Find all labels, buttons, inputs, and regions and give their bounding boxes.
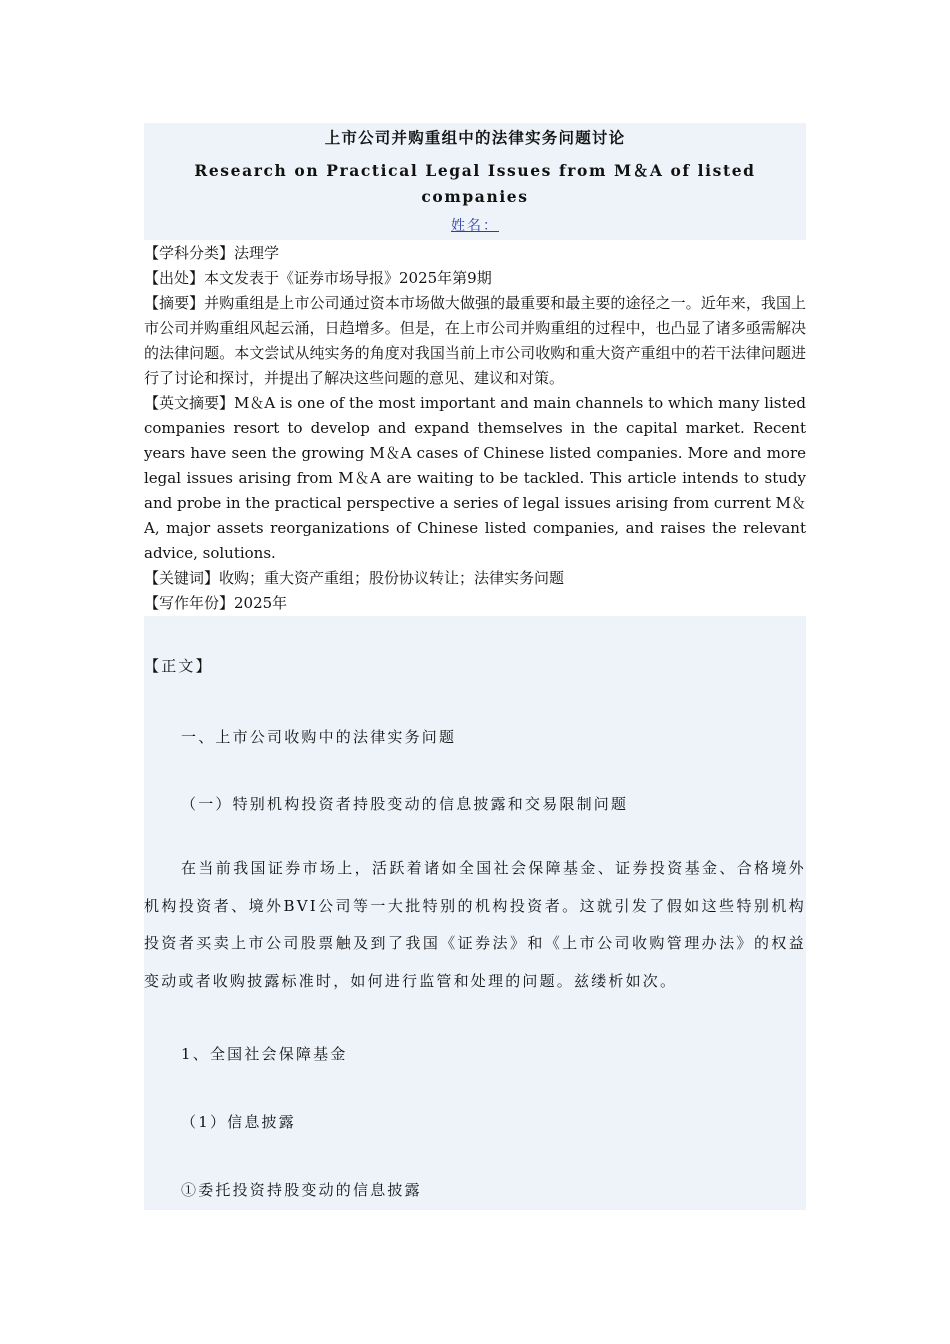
metadata-section [144,241,806,616]
document-page [144,123,806,1210]
discipline-line: 【学科分类】法理学 [144,244,280,262]
author-link[interactable]: 姓名： [451,218,499,234]
year-line: 【写作年份】2025年 [144,594,288,612]
body-section [144,616,806,1210]
section-heading-1: 一、上市公司收购中的法律实务问题 [181,728,457,746]
subsection-heading-1-1: （一）特别机构投资者持股变动的信息披露和交易限制问题 [181,795,629,813]
item-heading-1-1: （1）信息披露 [181,1113,296,1131]
title-english: Research on Practical Legal Issues from M＆A of listed companies [194,161,756,206]
item-heading-1: 1、全国社会保障基金 [181,1045,348,1063]
abstract-chinese: 【摘要】并购重组是上市公司通过资本市场做大做强的最重要和最主要的途径之一。近年来，我国上市公司并购重组风起云涌，日趋增多。但是，在上市公司并购重组的过程中，也凸显了诸多亟需解决的法律问题。本文尝试从纯实务的角度对我国当前上市公司收购和重大资产重组中的若干法律问题进行了讨论和探讨，并提出了解决这些问题的意见、建议和对策。 [144,294,806,387]
body-heading: 【正文】 [144,657,213,675]
source-line: 【出处】本文发表于《证券市场导报》2025年第9期 [144,269,492,287]
title-block [144,123,806,240]
body-paragraph-1: 在当前我国证券市场上，活跃着诸如全国社会保障基金、证券投资基金、合格境外机构投资者、境外BVI公司等一大批特别的机构投资者。这就引发了假如这些特别机构投资者买卖上市公司股票触及到了我国《证券法》和《上市公司收购管理办法》的权益变动或者收购披露标准时，如何进行监管和处理的问题。兹缕析如次。 [144,859,806,990]
title-chinese: 上市公司并购重组中的法律实务问题讨论 [324,129,626,147]
item-heading-1-1-1: ①委托投资持股变动的信息披露 [181,1181,422,1199]
abstract-english: 【英文摘要】M＆A is one of the most important and main channels to which many listed companies resort to develop and expand themselves in the capital market. Recent years have seen the growing M＆A cases of Chinese listed companies. More and more legal issues arising from M＆A are waiting to be tackled. This article intends to study and probe in the practical perspective a series of legal issues arising from current M＆A, major assets reorganizations of Chinese listed companies, and raises the relevant advice, solutions. [144,394,806,562]
keywords-line: 【关键词】收购；重大资产重组；股份协议转让；法律实务问题 [144,569,565,587]
